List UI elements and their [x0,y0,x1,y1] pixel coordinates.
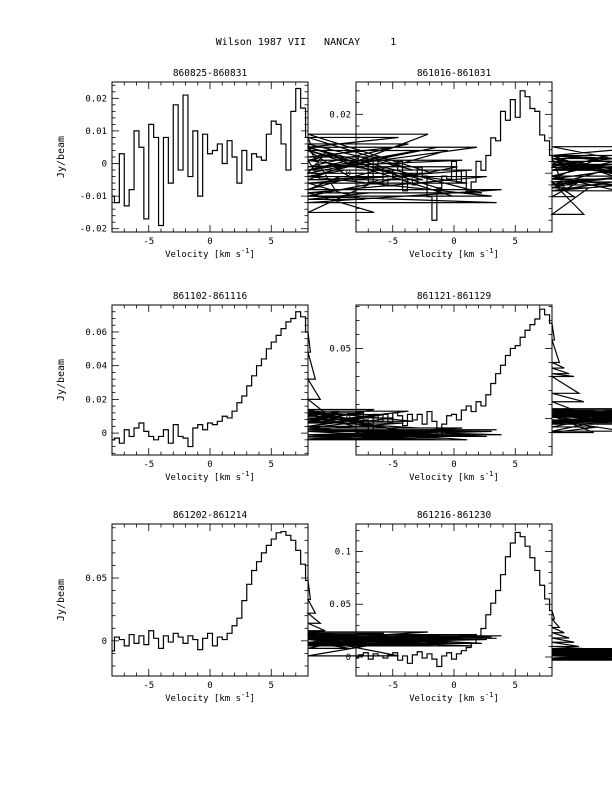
x-tick-label: 0 [207,460,213,470]
panel-title: 861016-861031 [416,68,492,79]
spectrum-line [356,309,612,435]
y-tick-label: 0.05 [85,574,107,585]
y-tick-label: -0.02 [79,224,107,235]
spectrum-panel-4 [329,291,612,483]
y-tick-label: 0 [345,169,351,180]
y-tick-label: 0 [101,159,107,170]
y-tick-label: 0.1 [334,547,351,558]
x-tick-label: 5 [512,237,518,247]
y-tick-label: 0.02 [85,395,107,406]
panel-title: 860825-860831 [172,68,248,79]
panel-title: 861102-861116 [172,291,248,302]
x-tick-label: -5 [143,237,155,247]
x-axis-label: Velocity [km $s^{-1}$] [409,470,499,483]
x-tick-label: 0 [451,460,457,470]
panel-title: 861121-861129 [416,291,492,302]
y-tick-label: 0 [101,636,107,647]
x-axis-label: Velocity [km $s^{-1}$] [165,470,255,483]
y-tick-label: 0.05 [329,600,351,611]
y-tick-label: 0 [345,653,351,663]
x-tick-label: 5 [268,681,274,691]
x-axis-label: Velocity [km $s^{-1}$] [165,691,255,704]
y-tick-label: 0.02 [85,94,107,105]
y-tick-label: 0.02 [329,110,351,121]
spectrum-panel-1 [56,68,502,260]
x-tick-label: 0 [207,681,213,691]
y-tick-label: 0 [101,429,107,440]
y-tick-label: 0.01 [85,126,107,137]
y-tick-label: -0.01 [79,192,107,203]
x-tick-label: 0 [207,237,213,247]
spectrum-panel-5 [56,510,502,704]
x-axis-label: Velocity [km $s^{-1}$] [165,247,255,260]
x-tick-label: 5 [512,681,518,691]
y-axis-label: Jy/beam [56,578,67,622]
spectrum-panel-6 [329,510,612,704]
x-tick-label: 5 [268,460,274,470]
x-tick-label: 0 [451,681,457,691]
panel-title: 861202-861214 [172,510,248,521]
plot-frame [112,305,308,455]
panel-title: 861216-861230 [416,510,492,521]
x-tick-label: 5 [268,237,274,247]
x-tick-label: 5 [512,460,518,470]
x-tick-label: 0 [451,237,457,247]
x-axis-label: Velocity [km $s^{-1}$] [409,247,499,260]
plot-frame [112,82,308,232]
spectrum-line [112,532,502,656]
page-title: Wilson 1987 VII NANCAY 1 [215,37,397,48]
y-tick-label: 0 [345,414,351,425]
x-tick-label: -5 [143,460,155,470]
y-tick-label: 0.04 [85,361,107,372]
y-axis-label: Jy/beam [56,358,67,402]
y-tick-label: 0.06 [85,327,107,338]
plot-frame [112,524,308,676]
x-tick-label: -5 [387,681,399,691]
x-tick-label: -5 [387,460,399,470]
x-tick-label: -5 [387,237,399,247]
y-tick-label: 0.05 [329,344,351,355]
spectrum-panel-3 [56,291,502,483]
x-tick-label: -5 [143,681,155,691]
x-axis-label: Velocity [km $s^{-1}$] [409,691,499,704]
y-axis-label: Jy/beam [56,135,67,179]
